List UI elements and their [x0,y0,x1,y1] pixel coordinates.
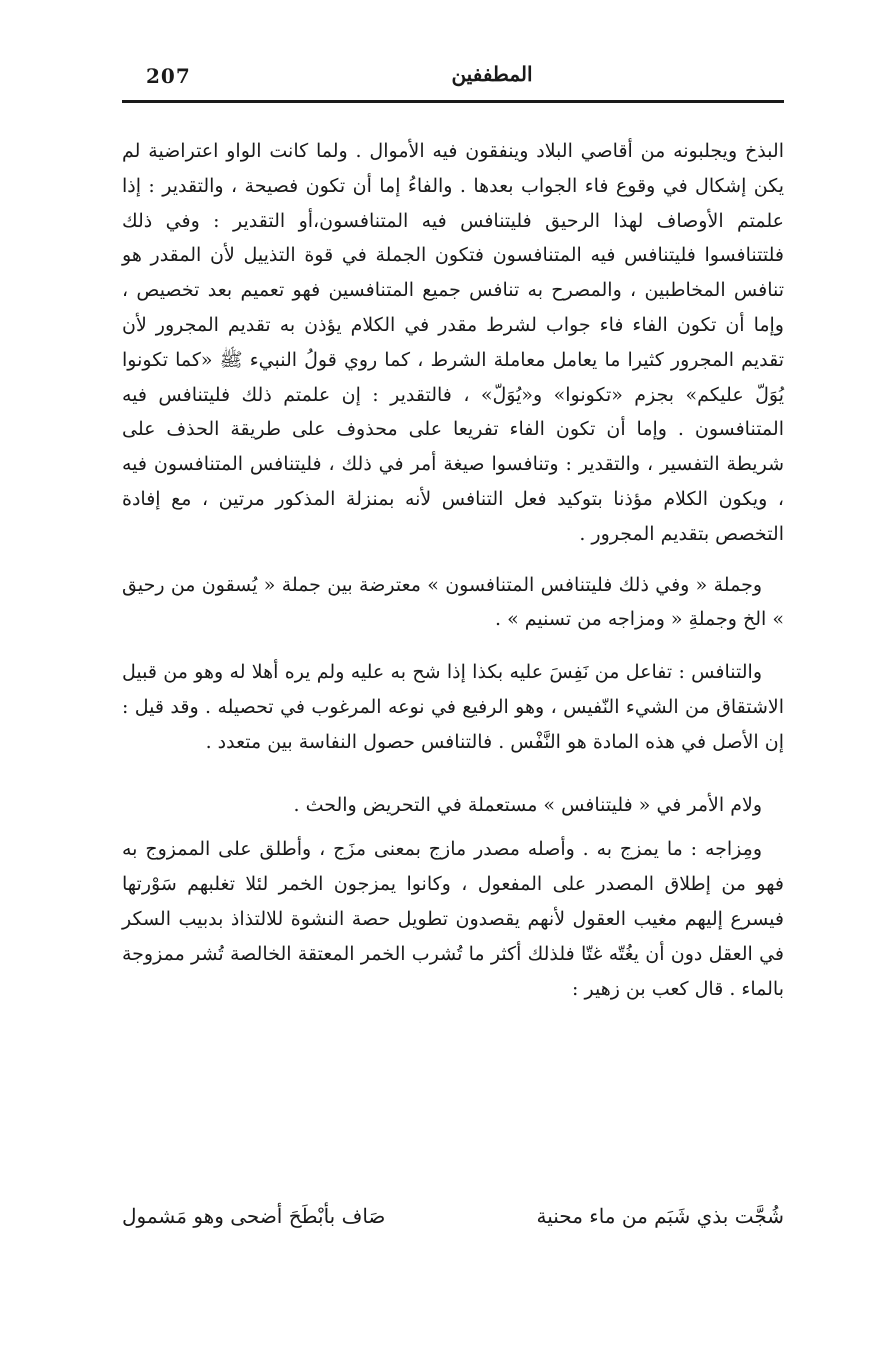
body-text [122,134,784,1006]
paragraph-3: والتنافس : تفاعل من نَفِسَ عليه بكذا إذا شح به عليه ولم يره أهلا له وهو من قبيل الاشتقاق من الشيء النّفيس ، وهو الرفيع في نوعه المرغوب في تحصيله . وقد قيل : إن الأصل في هذه المادة هو النَّفْس . فالتنافس حصول النفاسة بين متعدد . [122,661,784,753]
page-number: 207 [146,64,191,88]
poetry-verse [122,1204,784,1244]
verse-second-hemistich: صَاف بأبْطَحَ أضحى وهو مَشمول [122,1204,386,1228]
paragraph-4: ولام الأمر في « فليتنافس » مستعملة في التحريض والحث . [293,793,762,816]
paragraph-1: البذخ ويجلبونه من أقاصي البلاد وينفقون فيه الأموال . ولما كانت الواو اعتراضية لم يكن إشكال في وقوع فاء الجواب بعدها . والفاءُ إما أن تكون فصيحة ، والتقدير : إذا علمتم الأوصاف لهذا الرحيق فليتنافس فيه المتنافسون،أو التقدير : وفي ذلك فلتتنافسوا فليتنافس فيه المتنافسون فتكون الجملة في قوة التذييل لأن المقدر هو تنافس المخاطبين ، والمصرح به تنافس جميع المتنافسين فهو تعميم بعد تخصيص ، وإما أن تكون الفاء فاء جواب لشرط مقدر في الكلام يؤذن به تقديم المجرور لأن تقديم المجرور كثيرا ما يعامل معاملة الشرط ، كما روي قولُ النبيء ﷺ «كما تكونوا يُوَلّ عليكم» بجزم «تكونوا» و«يُوَلّ» ، فالتقدير : إن علمتم ذلك فليتنافس فيه المتنافسون . وإما أن تكون الفاء تفريعا على محذوف على طريقة الحذف على شريطة التفسير ، والتقدير : وتنافسوا صيغة أمر في ذلك ، فليتنافس المتنافسون فيه ، ويكون الكلام مؤذنا بتوكيد فعل التنافس لأنه بمنزلة المذكور مرتين ، مع إفادة التخصص بتقديم المجرور . [122,140,784,545]
paragraph-5: ومِزاجه : ما يمزج به . وأصله مصدر مازج بمعنى مزَج ، وأطلق على الممزوج به فهو من إطلاق المصدر على المفعول ، وكانوا يمزجون الخمر لئلا تغلبهم سَوْرتها فيسرع إليهم مغيب العقول لأنهم يقصدون تطويل حصة النشوة للالتذاذ بدبيب السكر في العقل دون أن يغُتّه غتّا فلذلك أكثر ما تُشرب الخمر المعتقة الخالصة تُشر ممزوجة بالماء . قال كعب بن زهير : [122,838,784,1000]
verse-first-hemistich: شُجَّت بذي شَبَم من ماء محنية [536,1204,784,1228]
running-title: المطففين [451,62,533,86]
page-header [122,58,784,98]
header-rule [122,100,784,103]
paragraph-2: وجملة « وفي ذلك فليتنافس المتنافسون » معترضة بين جملة « يُسقون من رحيق » الخ وجملةِ « ومزاجه من تسنيم » . [122,573,784,631]
